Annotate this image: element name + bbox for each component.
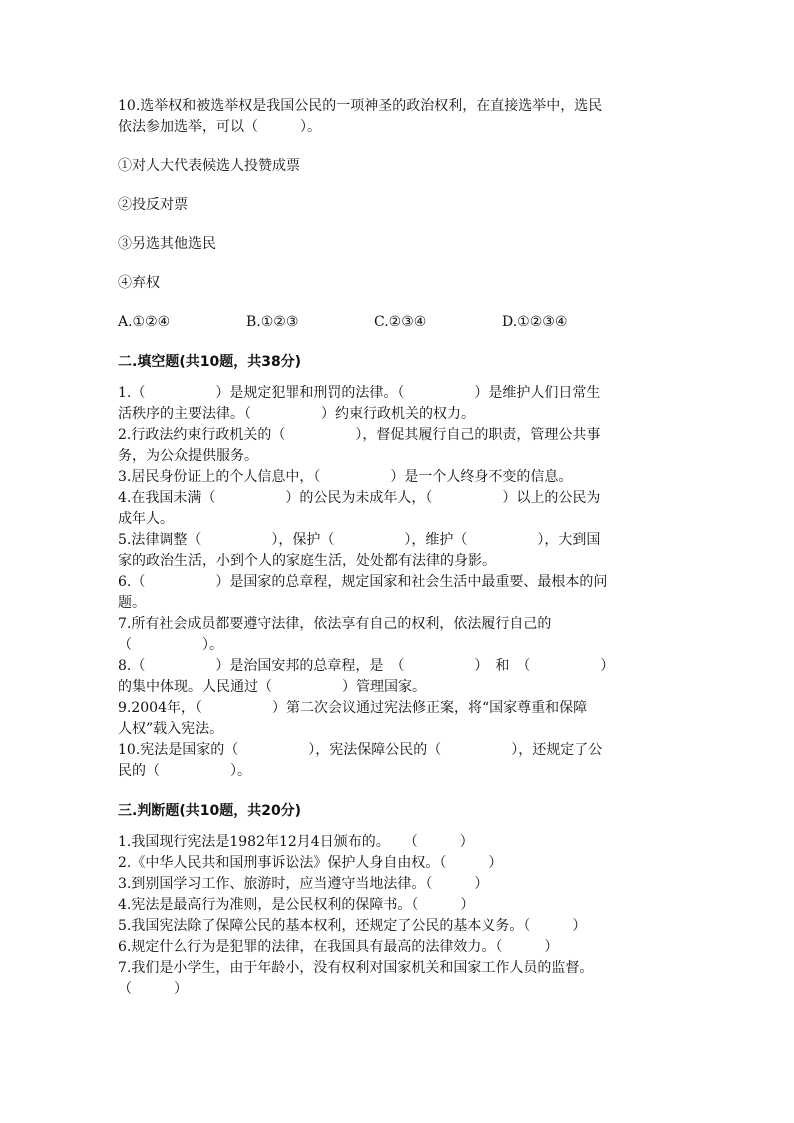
judge-line: （ ） (118, 981, 188, 997)
fill-blank-questions (118, 383, 678, 782)
true-false-questions (118, 832, 678, 1000)
fill-line: 题。 (118, 595, 146, 611)
fill-line: 的集中体现。人民通过（ ）管理国家。 (118, 679, 426, 695)
option-c: C.②③④ (374, 314, 427, 330)
fill-line: 9.2004年，（ ）第二次会议通过宪法修正案，将“国家尊重和保障 (118, 700, 588, 716)
fill-line: 7.所有社会成员都要遵守法律，依法享有自己的权利，依法履行自己的 (118, 616, 552, 632)
fill-line: 6.（ ）是国家的总章程，规定国家和社会生活中最重要、最根本的问 (118, 574, 608, 590)
option-a: A.①②④ (118, 314, 171, 330)
judge-line: 7.我们是小学生，由于年龄小，没有权利对国家机关和国家工作人员的监督。 (118, 960, 594, 976)
fill-line: 人权”载入宪法。 (118, 721, 224, 737)
fill-line: 4.在我国未满（ ）的公民为未成年人，（ ）以上的公民为 (118, 490, 601, 506)
fill-line: 1.（ ）是规定犯罪和刑罚的法律。（ ）是维护人们日常生 (118, 385, 601, 401)
judge-line: 1.我国现行宪法是1982年12月4日颁布的。 （ ） (118, 834, 474, 850)
fill-line: 8.（ ）是治国安邦的总章程，是 （ ） 和 （ ） (118, 658, 615, 674)
judge-line: 6.规定什么行为是犯罪的法律，在我国具有最高的法律效力。（ ） (118, 939, 559, 955)
fill-line: 3.居民身份证上的个人信息中，（ ）是一个人终身不变的信息。 (118, 469, 573, 485)
fill-line: 成年人。 (118, 511, 174, 527)
q10-options (118, 312, 678, 333)
fill-line: 务，为公众提供服务。 (118, 448, 258, 464)
document-page (118, 96, 678, 1000)
fill-line: 10.宪法是国家的（ ），宪法保障公民的（ ），还规定了公 (118, 742, 603, 758)
q10-stem-line2: 依法参加选举，可以（ ）。 (118, 119, 321, 135)
judge-line: 5.我国宪法除了保障公民的基本权利，还规定了公民的基本义务。（ ） (118, 918, 587, 934)
q10-item-1: ①对人大代表候选人投赞成票 (118, 158, 300, 174)
fill-line: 民的（ ）。 (118, 763, 251, 779)
fill-line: 5.法律调整（ ），保护（ ），维护（ ），大到国 (118, 532, 601, 548)
judge-line: 2.《中华人民共和国刑事诉讼法》保护人身自由权。（ ） (118, 855, 503, 871)
section-title-true-false: 三.判断题(共10题，共20分) (118, 803, 302, 819)
section-title-fill-blank: 二.填空题(共10题，共38分) (118, 354, 302, 370)
judge-line: 3.到别国学习工作、旅游时，应当遵守当地法律。（ ） (118, 876, 489, 892)
option-b: B.①②③ (246, 314, 299, 330)
judge-line: 4.宪法是最高行为准则，是公民权利的保障书。（ ） (118, 897, 475, 913)
fill-line: 活秩序的主要法律。（ ）约束行政机关的权力。 (118, 406, 475, 422)
q10-stem-line1: 10.选举权和被选举权是我国公民的一项神圣的政治权利，在直接选举中，选民 (118, 98, 603, 114)
q10-item-3: ③另选其他选民 (118, 236, 216, 252)
q10-item-2: ②投反对票 (118, 197, 188, 213)
fill-line: 2.行政法约束行政机关的（ ），督促其履行自己的职责，管理公共事 (118, 427, 601, 443)
fill-line: 家的政治生活，小到个人的家庭生活，处处都有法律的身影。 (118, 553, 496, 569)
q10-item-4: ④弃权 (118, 275, 160, 291)
fill-line: （ ）。 (118, 637, 223, 653)
option-d: D.①②③④ (502, 314, 568, 330)
